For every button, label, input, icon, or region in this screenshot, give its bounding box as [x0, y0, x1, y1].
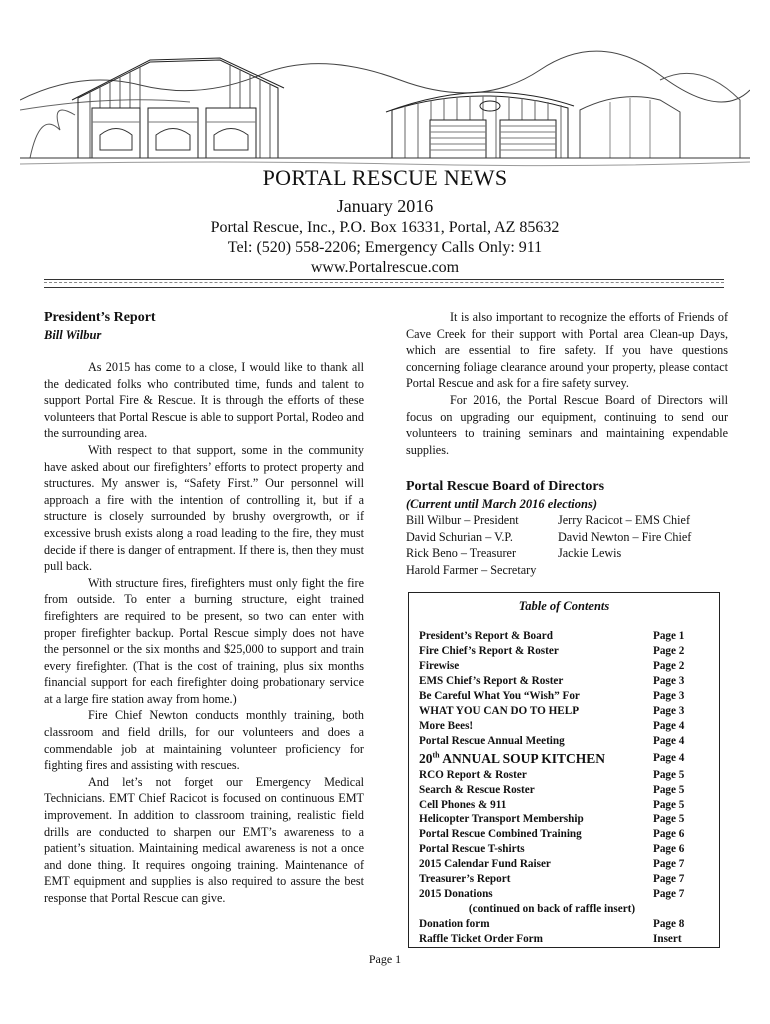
toc-entry-page: Page 5 [653, 798, 685, 811]
toc-entry-page: Page 4 [653, 751, 685, 764]
board-subheading: (Current until March 2016 elections) [406, 497, 597, 512]
toc-entry-label-text: ANNUAL SOUP KITCHEN [439, 750, 606, 766]
toc-entry-page: Page 3 [653, 704, 685, 717]
presidents-report-author: Bill Wilbur [44, 328, 102, 342]
report-paragraph: Fire Chief Newton conducts monthly training, both classroom and field drills, for our volunteers and does a commendable job at maintaining volunteer proficiency for fighting fires and assisting with rescues. [44, 708, 364, 773]
toc-entry[interactable] [419, 812, 711, 827]
toc-entry-page: Page 5 [653, 783, 685, 796]
board-heading: Portal Rescue Board of Directors [406, 479, 605, 495]
toc-entry-page: Page 8 [653, 918, 685, 931]
toc-entry-label: Firewise [419, 659, 460, 672]
toc-entry[interactable] [419, 704, 711, 719]
toc-entry[interactable] [419, 659, 711, 674]
toc-entry[interactable] [419, 629, 711, 644]
toc-entry-page: Page 2 [653, 644, 685, 657]
board-member: David Newton – Fire Chief [558, 529, 692, 544]
toc-entry[interactable] [419, 798, 711, 813]
board-of-directors [406, 478, 728, 578]
masthead [0, 164, 770, 278]
toc-entry[interactable] [419, 768, 711, 783]
toc-entry[interactable] [419, 734, 711, 749]
toc-entry-label: Search & Rescue Roster [419, 783, 535, 796]
toc-entry-label: Portal Rescue Annual Meeting [419, 734, 565, 747]
toc-entry-label: 2015 Calendar Fund Raiser [419, 858, 551, 871]
board-member: Jackie Lewis [558, 546, 622, 561]
toc-entry-label: (continued on back of raffle insert) [468, 903, 636, 916]
presidents-report [44, 309, 364, 907]
toc-list [419, 629, 711, 947]
toc-entry-note [419, 902, 711, 917]
toc-entry-ordinal: th [432, 750, 440, 760]
toc-entry-label: RCO Report & Roster [419, 768, 527, 781]
website-link[interactable]: www.Portalrescue.com [310, 259, 460, 276]
toc-entry[interactable] [419, 872, 711, 887]
report-paragraph: With respect to that support, some in the community have asked about our firefighters’ efforts to protect property and structures. My answer is, “Safety First.” Our personnel will approach a fire with the intention of controlling it, but if a structure is closely surrounded by brushy overgrowth, or if excessive brush exists along a road leading to the fire, they must decide if there is danger of entrapment. If there is, then they must pull back. [44, 442, 364, 574]
toc-entry[interactable] [419, 932, 711, 947]
board-members [406, 512, 728, 578]
report-paragraph: It is also important to recognize the efforts of Friends of Cave Creek for their support with Portal area Clean-up Days, which are essential to fire safety. If you have questions concerning foliage clearance around your property, please contact Portal Rescue and ask for a fire safety survey. [406, 310, 728, 391]
toc-entry-label: Helicopter Transport Membership [419, 813, 584, 826]
toc-entry[interactable] [419, 674, 711, 689]
toc-entry-label: Fire Chief’s Report & Roster [419, 644, 559, 657]
toc-entry[interactable] [419, 917, 711, 932]
table-of-contents [408, 592, 720, 948]
toc-entry-label: Cell Phones & 911 [419, 798, 507, 811]
toc-entry-page: Page 4 [653, 734, 685, 747]
board-member: Rick Beno – Treasurer [406, 546, 517, 561]
toc-entry[interactable] [419, 827, 711, 842]
toc-entry-page: Page 5 [653, 813, 685, 826]
toc-entry-page: Insert [653, 933, 682, 946]
toc-entry-page: Page 3 [653, 674, 685, 687]
page-number: Page 1 [368, 952, 402, 966]
toc-entry-page: Page 1 [653, 630, 685, 642]
mailing-address: Portal Rescue, Inc., P.O. Box 16331, Portal, AZ 85632 [210, 219, 560, 236]
toc-entry[interactable] [419, 887, 711, 902]
toc-entry-page: Page 2 [653, 659, 685, 672]
board-member: David Schurian – V.P. [406, 529, 513, 544]
toc-entry-label: Be Careful What You “Wish” For [419, 689, 580, 702]
issue-date: January 2016 [336, 196, 434, 216]
toc-entry-page: Page 7 [653, 873, 685, 886]
toc-entry-label: EMS Chief’s Report & Roster [419, 674, 564, 687]
presidents-report-heading: President’s Report [44, 310, 156, 325]
section-divider [44, 279, 724, 288]
fire-station-illustration [20, 40, 750, 170]
report-paragraph: With structure fires, firefighters must only fight the fire from outside. To enter a burning structure, eight trained firefighters are required to be present, so two can enter with proper firefighter backup. Portal Rescue simply does not have the personnel or the six months and $25,000 to support and train every firefighter. (That is the cost of training, plus six months financial support for each firefighter doing probationary service at a large fire station away from home.) [44, 575, 364, 706]
toc-entry[interactable] [419, 719, 711, 734]
newsletter-title: PORTAL RESCUE NEWS [262, 165, 508, 190]
toc-entry-label [419, 749, 605, 768]
toc-entry-label: Treasurer’s Report [419, 873, 511, 886]
toc-entry-label: President’s Report & Board [419, 630, 553, 642]
board-member: Jerry Racicot – EMS Chief [558, 513, 691, 528]
report-paragraph: And let’s not forget our Emergency Medical Technicians. EMT Chief Racicot is focused on continuous EMT improvement. In addition to classroom training, realistic field drills are conducted to sharpen our EMT’s awareness to a patient’s situation. Maintaining medical awareness is not a once and done thing. It requires ongoing training. Maintenance of EMT equipment and supplies is also required to assure the best response that Portal Rescue can give. [44, 774, 364, 905]
toc-entry-page: Page 6 [653, 843, 685, 856]
toc-entry[interactable] [419, 857, 711, 872]
board-member [558, 562, 728, 578]
toc-entry-label: More Bees! [419, 719, 474, 732]
board-member: Bill Wilbur – President [406, 513, 519, 528]
toc-entry[interactable] [419, 842, 711, 857]
toc-entry[interactable] [419, 783, 711, 798]
toc-entry-label: 2015 Donations [419, 888, 493, 901]
toc-entry-label: Donation form [419, 918, 490, 931]
report-paragraph: As 2015 has come to a close, I would like to thank all the dedicated folks who contributed time, funds and talent to support Portal Fire & Rescue. It is through the efforts of these volunteers that Portal Rescue is able to support Portal, Rodeo and the surrounding area. [44, 360, 364, 441]
toc-entry-page: Page 3 [653, 689, 685, 702]
toc-entry[interactable] [419, 749, 711, 768]
toc-entry-number: 20 [419, 750, 433, 766]
toc-entry[interactable] [419, 644, 711, 659]
toc-entry-page: Page 4 [653, 719, 685, 732]
toc-entry-page: Page 7 [653, 858, 685, 871]
toc-entry-page: Page 5 [653, 768, 685, 781]
toc-entry[interactable] [419, 689, 711, 704]
toc-entry-label: Raffle Ticket Order Form [419, 933, 543, 946]
toc-entry-label: Portal Rescue T-shirts [419, 843, 525, 856]
toc-entry-label: Portal Rescue Combined Training [419, 828, 582, 841]
right-column [406, 309, 728, 578]
toc-entry-label: WHAT YOU CAN DO TO HELP [419, 704, 580, 717]
toc-entry-page: Page 7 [653, 888, 685, 901]
toc-title: Table of Contents [518, 599, 610, 613]
toc-entry-page: Page 6 [653, 828, 685, 841]
report-paragraph: For 2016, the Portal Rescue Board of Directors will focus on upgrading our equipment, continuing to send our volunteers to training seminars and maintaining expendable supplies. [406, 392, 728, 457]
phone-line: Tel: (520) 558-2206; Emergency Calls Only: 911 [227, 239, 543, 256]
board-member: Harold Farmer – Secretary [406, 562, 537, 577]
